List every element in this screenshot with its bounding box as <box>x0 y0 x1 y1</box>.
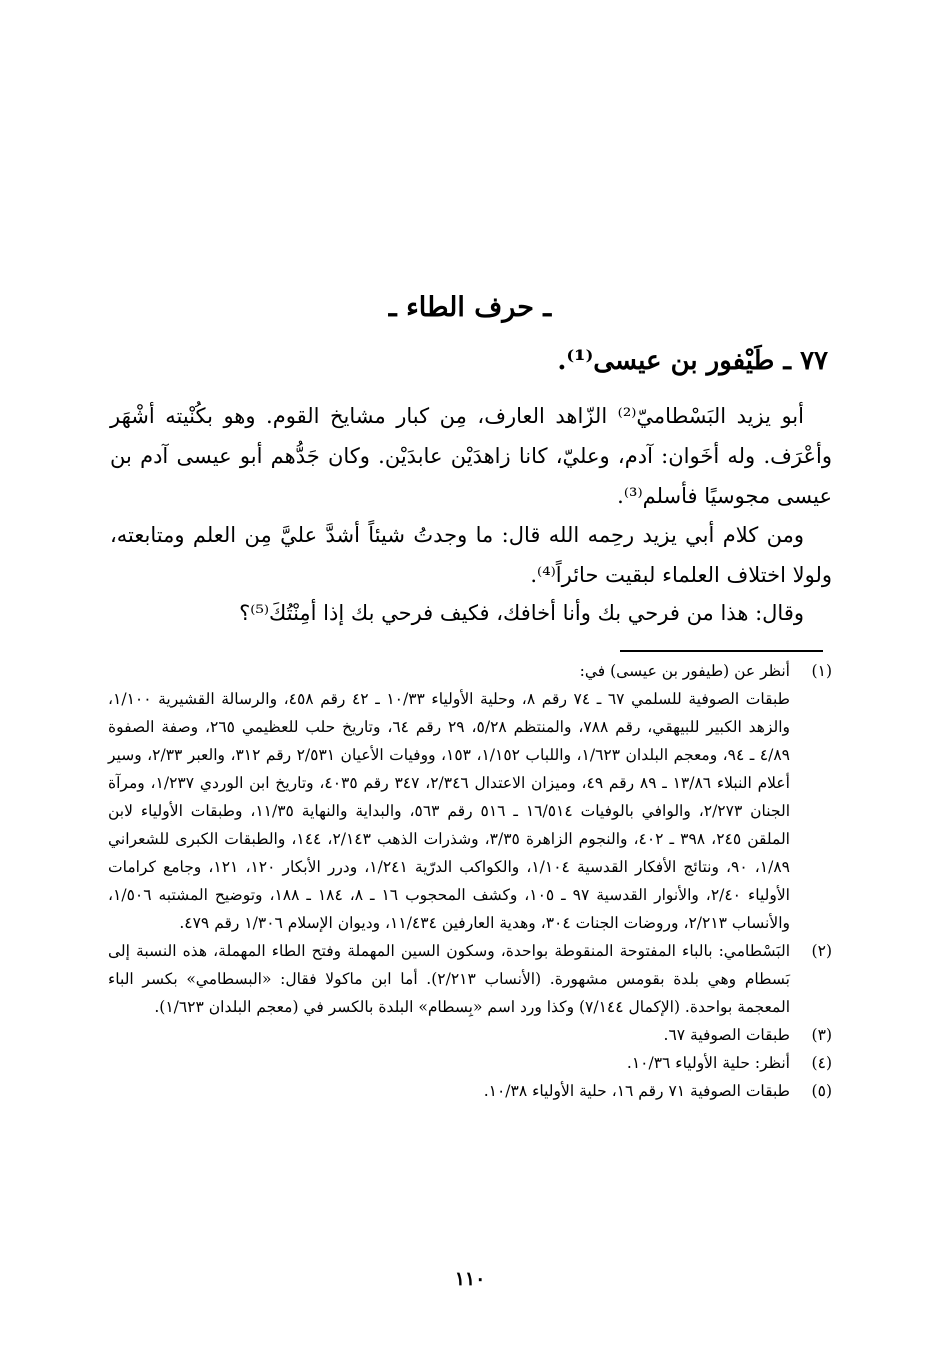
footnote-line: طبقات الصوفية ٧١ رقم ١٦، حلية الأولياء ١٠/٣٨. <box>483 1082 790 1100</box>
footnote-number: (٢) <box>811 942 832 960</box>
footnote-number: (٤) <box>811 1054 832 1072</box>
paragraph-text: ومن كلام أبي يزيد رحِمه الله قال: ما وجدتُ شيئاً أشدَّ عليَّ مِن العلم ومتابعته، ولولا اختلاف العلماء لبقيت حائراً⁽⁴⁾. <box>110 523 832 587</box>
entry-paragraph-1 <box>110 396 832 516</box>
footnote-text <box>108 1077 790 1105</box>
footnote-5 <box>108 1077 832 1105</box>
footnote-number: (١) <box>811 662 832 680</box>
section-heading: ـ حرف الطاء ـ <box>388 292 552 323</box>
footnote-4 <box>108 1049 832 1077</box>
page-number: ١١٠ <box>454 1268 486 1290</box>
footnote-line: طبقات الصوفية ٦٧. <box>663 1026 790 1044</box>
footnote-text <box>108 937 790 1021</box>
footnote-number: (٥) <box>811 1082 832 1100</box>
entry-title: ٧٧ ـ طَيْفور بن عيسى⁽¹⁾. <box>557 346 828 376</box>
paragraph-text: أبو يزيد البَسْطاميّ⁽²⁾ الزّاهد العارف، مِن كبار مشايخ القوم. وهو بكُنْيته أشْهَر وأعْرَف. وله أخَوان: آدم، وعليّ، كانا زاهدَيْن عابدَيْن. وكان جَدُّهم أبو عيسى آدم بن عيسى مجوسيًا فأسلم⁽³⁾. <box>110 404 832 508</box>
footnotes <box>108 657 832 1105</box>
footnote-text <box>108 1049 790 1077</box>
footnote-line: أنظر عن (طيفور بن عيسى) في: <box>579 662 790 680</box>
footnote-text <box>108 657 790 937</box>
footnote-separator <box>620 650 823 652</box>
footnote-1 <box>108 657 832 937</box>
footnote-line: طبقات الصوفية للسلمي ٦٧ ـ ٧٤ رقم ٨، وحلية الأولياء ١٠/٣٣ ـ ٤٢ رقم ٤٥٨، والرسالة القشيرية ١/١٠٠، والزهد الكبير للبيهقي، رقم ٧٨٨، والمنتظم ٥/٢٨، ٢٩ رقم ٦٤، وتاريخ حلب للعظيمي ٢٦٥، وصفة الصفوة ٤/٨٩ ـ ٩٤، ومعجم البلدان ١/٦٢٣، واللباب ١/١٥٢، ١٥٣، ووفيات الأعيان ٢/٥٣١ رقم ٣١٢، والعبر ٢/٣٣، وسير أعلام النبلاء ١٣/٨٦ ـ ٨٩ رقم ٤٩، وميزان الاعتدال ٢/٣٤٦، ٣٤٧ رقم ٤٠٣٥، وتاريخ ابن الوردي ١/٢٣٧، ومرآة الجنان ٢/٢٧٣، والوافي بالوفيات ١٦/٥١٤ ـ ٥١٦ رقم ٥٦٣، والبداية والنهاية ١١/٣٥، وطبقات الأولياء لابن الملقن ٢٤٥، ٣٩٨ ـ ٤٠٢، والنجوم الزاهرة ٣/٣٥، وشذرات الذهب ٢/١٤٣، ١٤٤، والطبقات الكبرى للشعراني ١/٨٩، ٩٠، ونتائج الأفكار القدسية ١/١٠٤، والكواكب الدرّية ١/٢٤١، ودرر الأبكار ١٢٠، ١٢١، وجامع كرامات الأولياء ٢/٤٠، والأنوار القدسية ٩٧ ـ ١٠٥، وكشف المحجوب ١٦ ـ ٨، ١٨٤ ـ ١٨٨، وتوضيح المشتبه ١/٥٠٦، والأنساب ٢/٢١٣، وروضات الجنات ٣٠٤، وهدية العارفين ١١/٤٣٤، وديوان الإسلام ١/٣٠٦ رقم ٤٧٩. <box>108 690 791 932</box>
footnote-text <box>108 1021 790 1049</box>
footnote-number: (٣) <box>811 1026 832 1044</box>
paragraph-text: وقال: هذا من فرحي بك وأنا أخافك، فكيف فرحي بك إذا أمِنْتُكَ⁽⁵⁾؟ <box>239 601 804 625</box>
entry-paragraph-3 <box>110 593 832 633</box>
footnote-3 <box>108 1021 832 1049</box>
footnote-line: أنظر: حلية الأولياء ١٠/٣٦. <box>626 1054 790 1072</box>
entry-paragraph-2 <box>110 515 832 595</box>
footnote-2 <box>108 937 832 1021</box>
footnote-line: البَسْطامي: بالباء المفتوحة المنقوطة بواحدة، وسكون السين المهملة وفتح الطاء المهملة، هذه النسبة إلى بَسطام وهي بلدة بقومس مشهورة. (الأنساب ٢/٢١٣). أما ابن ماكولا فقال: «البسطامي» بكسر الباء المعجمة بواحدة. (الإكمال ٧/١٤٤) وكذا ورد اسم «بِسطام» البلدة بالكسر في (معجم البلدان ١/٦٢٣). <box>108 942 790 1016</box>
